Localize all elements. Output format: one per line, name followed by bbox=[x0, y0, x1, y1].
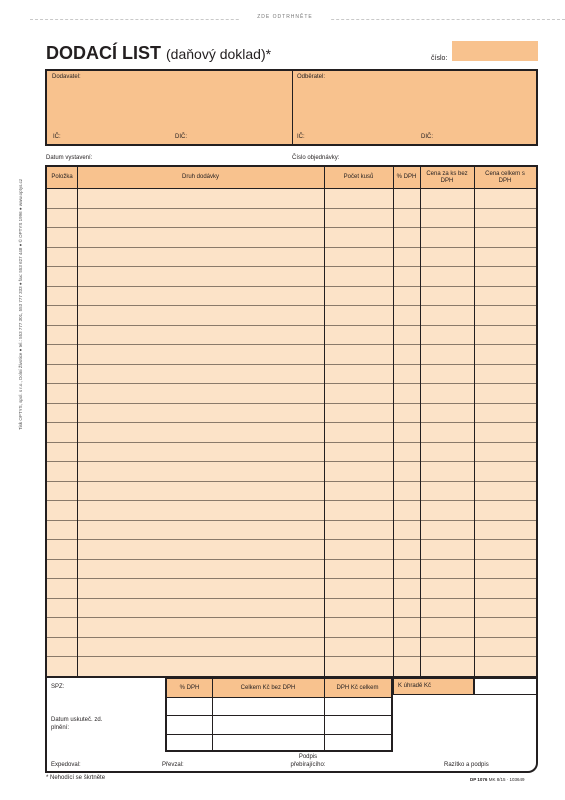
supplier-ic-label: IČ: bbox=[53, 134, 61, 140]
header-description: Druh dodávky bbox=[181, 174, 220, 180]
product-code-number: DP 1076 bbox=[470, 777, 488, 782]
expedited-by-label: Expedoval: bbox=[51, 762, 81, 768]
row-divider bbox=[167, 734, 391, 735]
tear-off-label: ZDE ODTRHNĚTE bbox=[240, 14, 330, 20]
col-divider bbox=[474, 167, 475, 676]
table-row-line bbox=[47, 559, 536, 560]
vat-total-header: DPH Kč celkem bbox=[336, 684, 379, 691]
parties-divider bbox=[292, 71, 293, 144]
col-divider bbox=[77, 167, 78, 676]
header-item: Položka bbox=[51, 174, 73, 180]
header-total-price: Cena celkem s DPH bbox=[485, 170, 525, 184]
row-divider bbox=[167, 715, 391, 716]
recipient-signature-label: Podpis přebírajícího: bbox=[290, 754, 326, 768]
header-quantity: Počet kusů bbox=[343, 174, 374, 180]
header-unit-price: Cena za ks bez DPH bbox=[426, 170, 468, 184]
table-row-line bbox=[47, 266, 536, 267]
spz-label: SPZ: bbox=[51, 684, 65, 690]
supplier-label: Dodavatel: bbox=[52, 74, 81, 80]
vat-rate-header: % DPH bbox=[179, 684, 200, 691]
table-row-line bbox=[47, 656, 536, 657]
stamp-signature-label: Razítko a podpis bbox=[444, 762, 489, 768]
table-row-line bbox=[47, 539, 536, 540]
table-row-line bbox=[47, 500, 536, 501]
customer-dic-label: DIČ: bbox=[421, 134, 433, 140]
customer-ic-label: IČ: bbox=[297, 134, 305, 140]
items-table bbox=[45, 165, 538, 678]
customer-label: Odběratel: bbox=[297, 74, 326, 80]
table-row-line bbox=[47, 364, 536, 365]
footnote: * Nehodící se škrtněte bbox=[46, 775, 106, 781]
table-row-line bbox=[47, 325, 536, 326]
supplier-dic-label: DIČ: bbox=[175, 134, 187, 140]
supply-date-label: Datum uskuteč. zd. plnění: bbox=[51, 717, 103, 731]
col-divider bbox=[420, 167, 421, 676]
header-vat-rate: % DPH bbox=[396, 174, 417, 180]
title-subtitle: (daňový doklad)* bbox=[166, 46, 272, 62]
table-row-line bbox=[47, 598, 536, 599]
title-main: DODACÍ LIST bbox=[46, 43, 161, 63]
received-by-label: Převzal: bbox=[162, 762, 184, 768]
table-row-line bbox=[47, 247, 536, 248]
table-row-line bbox=[47, 617, 536, 618]
table-row-line bbox=[47, 461, 536, 462]
order-number-label: Číslo objednávky: bbox=[292, 155, 340, 161]
table-row-line bbox=[47, 442, 536, 443]
product-code-meta: MK 8/15 · 103649 bbox=[488, 777, 525, 782]
table-row-line bbox=[47, 578, 536, 579]
to-pay-label-cell bbox=[393, 677, 473, 695]
table-row-line bbox=[47, 403, 536, 404]
to-pay-value-field[interactable] bbox=[473, 677, 538, 695]
number-field[interactable] bbox=[452, 41, 538, 61]
net-total-header: Celkem Kč bez DPH bbox=[240, 684, 296, 691]
table-row-line bbox=[47, 286, 536, 287]
parties-box bbox=[45, 69, 538, 146]
table-row-line bbox=[47, 208, 536, 209]
table-row-line bbox=[47, 383, 536, 384]
vat-summary bbox=[165, 677, 393, 752]
col-divider bbox=[393, 167, 394, 676]
issue-date-label: Datum vystavení: bbox=[46, 155, 93, 161]
table-row-line bbox=[47, 227, 536, 228]
col-divider bbox=[324, 167, 325, 676]
table-row-line bbox=[47, 520, 536, 521]
product-code bbox=[470, 777, 524, 782]
document-title bbox=[46, 43, 271, 64]
printer-info: Tisk OPTYS, spol. s r.o., Dolní Životice ● tel.: 553 777 301, 553 777 333 ● fax: 553 627 448 ● © OPTYS 1996 ● www.optys.cz bbox=[18, 178, 23, 430]
number-label: číslo: bbox=[431, 55, 448, 62]
col-divider bbox=[393, 677, 394, 695]
table-row-line bbox=[47, 637, 536, 638]
to-pay-label: K úhradě Kč bbox=[398, 683, 432, 689]
table-row-line bbox=[47, 422, 536, 423]
table-row-line bbox=[47, 344, 536, 345]
table-row-line bbox=[47, 305, 536, 306]
table-row-line bbox=[47, 481, 536, 482]
